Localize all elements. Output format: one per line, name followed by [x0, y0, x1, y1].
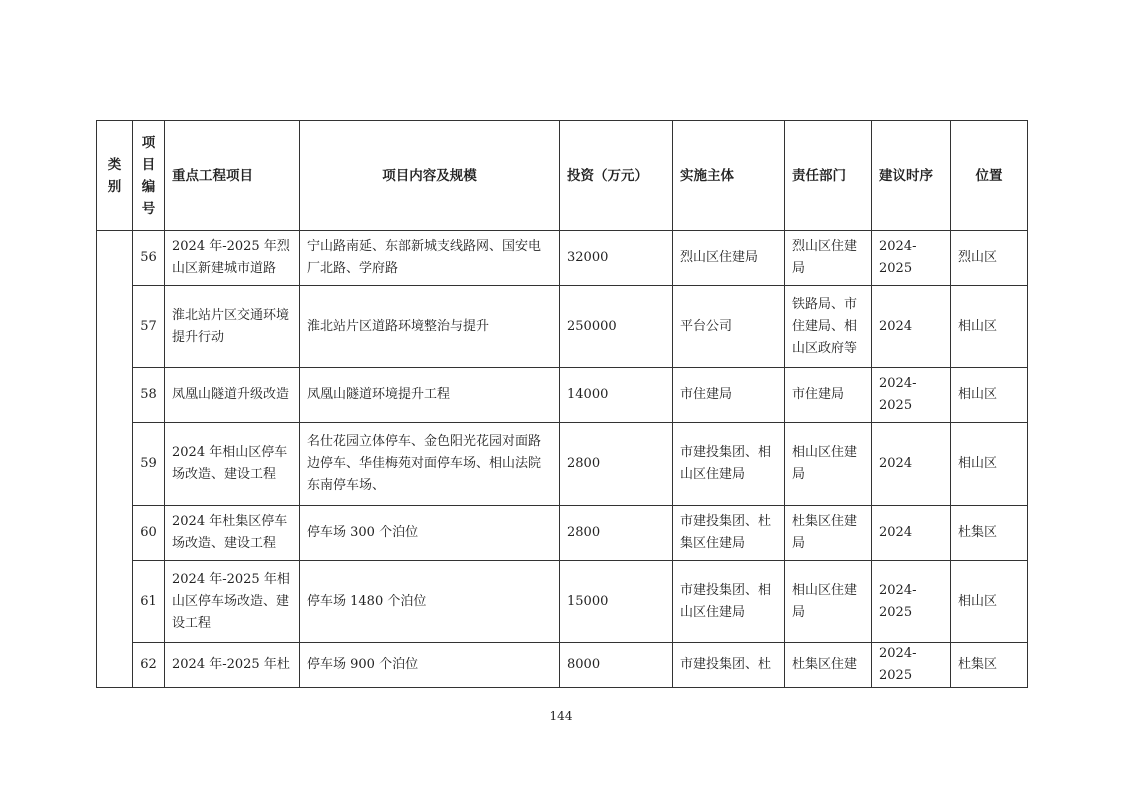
- header-category: 类 别: [97, 121, 133, 231]
- row-content: 停车场 300 个泊位: [300, 506, 560, 561]
- row-number: 61: [133, 561, 165, 643]
- header-content: 项目内容及规模: [300, 121, 560, 231]
- table-row: [97, 506, 1028, 561]
- row-investment: 14000: [560, 368, 673, 423]
- table-row: [97, 231, 1028, 286]
- row-investment: 2800: [560, 506, 673, 561]
- row-project: 2024 年-2025 年相山区停车场改造、建设工程: [165, 561, 300, 643]
- row-implementer: 市建投集团、杜: [673, 643, 785, 688]
- row-implementer: 平台公司: [673, 286, 785, 368]
- table-row: [97, 286, 1028, 368]
- row-department: 铁路局、市住建局、相山区政府等: [785, 286, 872, 368]
- row-location: 相山区: [951, 286, 1028, 368]
- row-number: 57: [133, 286, 165, 368]
- row-investment: 2800: [560, 423, 673, 506]
- table-row: [97, 368, 1028, 423]
- row-content: 凤凰山隧道环境提升工程: [300, 368, 560, 423]
- table-row: [97, 423, 1028, 506]
- row-investment: 32000: [560, 231, 673, 286]
- header-department: 责任部门: [785, 121, 872, 231]
- row-content: 宁山路南延、东部新城支线路网、国安电厂北路、学府路: [300, 231, 560, 286]
- table-row: [97, 643, 1028, 688]
- page-number: 144: [549, 709, 573, 723]
- row-project: 2024 年相山区停车场改造、建设工程: [165, 423, 300, 506]
- row-project: 2024 年杜集区停车场改造、建设工程: [165, 506, 300, 561]
- row-project: 凤凰山隧道升级改造: [165, 368, 300, 423]
- header-project: 重点工程项目: [165, 121, 300, 231]
- row-number: 60: [133, 506, 165, 561]
- row-implementer: 市住建局: [673, 368, 785, 423]
- row-investment: 250000: [560, 286, 673, 368]
- row-timing: 2024: [872, 286, 951, 368]
- row-number: 58: [133, 368, 165, 423]
- project-table: [96, 120, 1028, 688]
- row-number: 59: [133, 423, 165, 506]
- row-location: 烈山区: [951, 231, 1028, 286]
- row-investment: 15000: [560, 561, 673, 643]
- row-location: 杜集区: [951, 506, 1028, 561]
- table-row: [97, 561, 1028, 643]
- row-department: 烈山区住建局: [785, 231, 872, 286]
- row-investment: 8000: [560, 643, 673, 688]
- row-timing: 2024: [872, 506, 951, 561]
- row-timing: 2024-2025: [872, 368, 951, 423]
- row-timing: 2024-2025: [872, 231, 951, 286]
- row-implementer: 市建投集团、相山区住建局: [673, 423, 785, 506]
- category-cell: [97, 231, 133, 688]
- row-implementer: 烈山区住建局: [673, 231, 785, 286]
- row-number: 56: [133, 231, 165, 286]
- row-content: 淮北站片区道路环境整治与提升: [300, 286, 560, 368]
- row-location: 相山区: [951, 561, 1028, 643]
- row-department: 杜集区住建局: [785, 506, 872, 561]
- row-project: 淮北站片区交通环境提升行动: [165, 286, 300, 368]
- row-location: 相山区: [951, 423, 1028, 506]
- header-number: 项 目 编 号: [133, 121, 165, 231]
- row-number: 62: [133, 643, 165, 688]
- row-timing: 2024: [872, 423, 951, 506]
- row-project: 2024 年-2025 年杜: [165, 643, 300, 688]
- row-timing: 2024-2025: [872, 643, 951, 688]
- row-implementer: 市建投集团、相山区住建局: [673, 561, 785, 643]
- row-implementer: 市建投集团、杜集区住建局: [673, 506, 785, 561]
- row-department: 市住建局: [785, 368, 872, 423]
- row-location: 相山区: [951, 368, 1028, 423]
- row-content: 停车场 900 个泊位: [300, 643, 560, 688]
- row-department: 相山区住建局: [785, 561, 872, 643]
- row-content: 名仕花园立体停车、金色阳光花园对面路边停车、华佳梅苑对面停车场、相山法院东南停车场、: [300, 423, 560, 506]
- row-department: 相山区住建局: [785, 423, 872, 506]
- row-location: 杜集区: [951, 643, 1028, 688]
- row-timing: 2024-2025: [872, 561, 951, 643]
- header-implementer: 实施主体: [673, 121, 785, 231]
- table-header-row: [97, 121, 1028, 231]
- header-investment: 投资（万元）: [560, 121, 673, 231]
- row-department: 杜集区住建: [785, 643, 872, 688]
- header-timing: 建议时序: [872, 121, 951, 231]
- row-project: 2024 年-2025 年烈山区新建城市道路: [165, 231, 300, 286]
- header-location: 位置: [951, 121, 1028, 231]
- row-content: 停车场 1480 个泊位: [300, 561, 560, 643]
